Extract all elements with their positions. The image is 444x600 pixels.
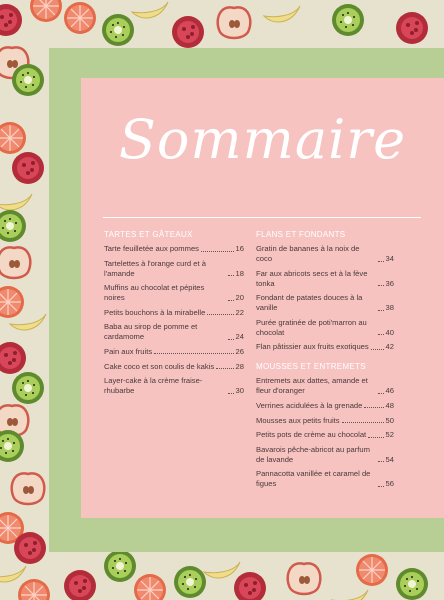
toc-entry-page: 28	[235, 361, 244, 371]
toc-entry-title: Purée gratinée de poti'marron au chocolat	[256, 317, 367, 337]
toc-entry-page: 40	[385, 327, 394, 337]
section-title-mousses: MOUSSES ET ENTREMETS	[256, 362, 366, 372]
toc-entry	[256, 269, 394, 289]
toc-entry	[256, 469, 394, 489]
toc-list-tartes	[104, 244, 244, 396]
right-column	[256, 230, 394, 494]
dot-leader	[201, 251, 234, 252]
page-title: Sommaire	[118, 108, 407, 171]
toc-entry	[104, 244, 244, 254]
toc-entry-page: 34	[385, 254, 394, 263]
dot-leader	[154, 353, 233, 354]
toc-entry-title: Fondant de patates douces à la vanille	[256, 293, 363, 313]
toc-entry-page: 46	[385, 386, 394, 396]
dot-leader	[378, 334, 384, 335]
toc-entry-title: Gratin de bananes à la noix de coco	[256, 244, 360, 263]
toc-entry-page: 52	[385, 430, 394, 440]
toc-entry-title: Muffins au chocolat et pépites noires	[104, 283, 205, 303]
dot-leader	[378, 310, 384, 311]
toc-entry	[256, 376, 394, 396]
section-title-tartes: TARTES ET GÂTEAUX	[104, 230, 193, 239]
toc-entry-page: 50	[385, 415, 394, 425]
dot-leader	[216, 368, 233, 369]
toc-entry-title: Entremets aux dattes, amande et fleur d'oranger	[256, 376, 368, 396]
toc-entry	[104, 362, 244, 372]
toc-entry-title: Baba au sirop de pomme et cardamome	[104, 322, 198, 342]
title-divider	[103, 217, 421, 218]
toc-entry-title: Tarte feuilletée aux pommes	[104, 244, 199, 253]
toc-entry-title: Mousses aux petits fruits	[256, 415, 340, 425]
toc-entry-title: Pannacotta vanillée et caramel de figues	[256, 469, 371, 489]
toc-entry-title: Tartelettes à l'orange curd et à l'amande	[104, 258, 206, 278]
toc-entry	[256, 293, 394, 313]
dot-leader	[378, 486, 384, 487]
dot-leader	[228, 393, 234, 394]
dot-leader	[228, 339, 234, 340]
contents-panel	[81, 78, 444, 518]
toc-entry-page: 16	[235, 244, 244, 253]
dot-leader	[378, 261, 384, 262]
toc-entry-page: 26	[235, 346, 244, 356]
dot-leader	[378, 461, 384, 462]
toc-entry-title: Pain aux fruits	[104, 346, 153, 356]
toc-list-flans	[256, 244, 394, 352]
toc-entry-page: 30	[235, 386, 244, 396]
toc-entry-title: Flan pâtissier aux fruits exotiques	[256, 342, 369, 352]
toc-entry	[256, 342, 394, 352]
section-title-flans: FLANS ET FONDANTS	[256, 230, 346, 239]
toc-entry-page: 22	[235, 307, 244, 317]
dot-leader	[371, 349, 384, 350]
toc-entry-title: Bavarois pêche-abricot au parfum de lavande	[256, 444, 370, 464]
dot-leader	[207, 314, 233, 315]
toc-entry-page: 48	[385, 400, 394, 410]
toc-entry-page: 54	[385, 454, 394, 464]
toc-entry-page: 56	[385, 479, 394, 489]
toc-entry	[256, 416, 394, 426]
dot-leader	[342, 422, 384, 423]
toc-entry-title: Cake coco et son coulis de kakis	[104, 361, 215, 371]
toc-entry	[104, 347, 244, 357]
dot-leader	[378, 285, 384, 286]
toc-entry	[104, 322, 244, 342]
left-column	[104, 230, 244, 401]
toc-entry-title: Layer-cake à la crème fraise-rhubarbe	[104, 376, 203, 396]
toc-entry-page: 42	[385, 342, 394, 352]
toc-entry-title: Far aux abricots secs et à la fève tonka	[256, 268, 368, 288]
toc-entry-page: 38	[385, 303, 394, 313]
toc-entry-title: Petits pots de crème au chocolat	[256, 430, 367, 440]
dot-leader	[228, 300, 234, 301]
toc-entry-title: Petits bouchons à la mirabelle	[104, 307, 206, 317]
dot-leader	[378, 393, 384, 394]
dot-leader	[364, 407, 383, 408]
toc-entry-page: 20	[235, 293, 244, 303]
toc-entry	[256, 244, 394, 264]
toc-entry	[256, 430, 394, 440]
toc-entry	[256, 318, 394, 338]
toc-entry-page: 18	[235, 268, 244, 278]
toc-entry	[104, 259, 244, 279]
toc-entry	[104, 376, 244, 396]
toc-entry	[104, 283, 244, 303]
toc-entry-title: Verrines acidulées à la grenade	[256, 400, 363, 410]
dot-leader	[228, 275, 234, 276]
toc-entry	[104, 308, 244, 318]
toc-list-mousses	[256, 376, 394, 489]
toc-entry-page: 24	[235, 332, 244, 342]
dot-leader	[368, 437, 383, 438]
toc-entry	[256, 445, 394, 465]
toc-entry	[256, 401, 394, 411]
toc-entry-page: 36	[385, 278, 394, 288]
